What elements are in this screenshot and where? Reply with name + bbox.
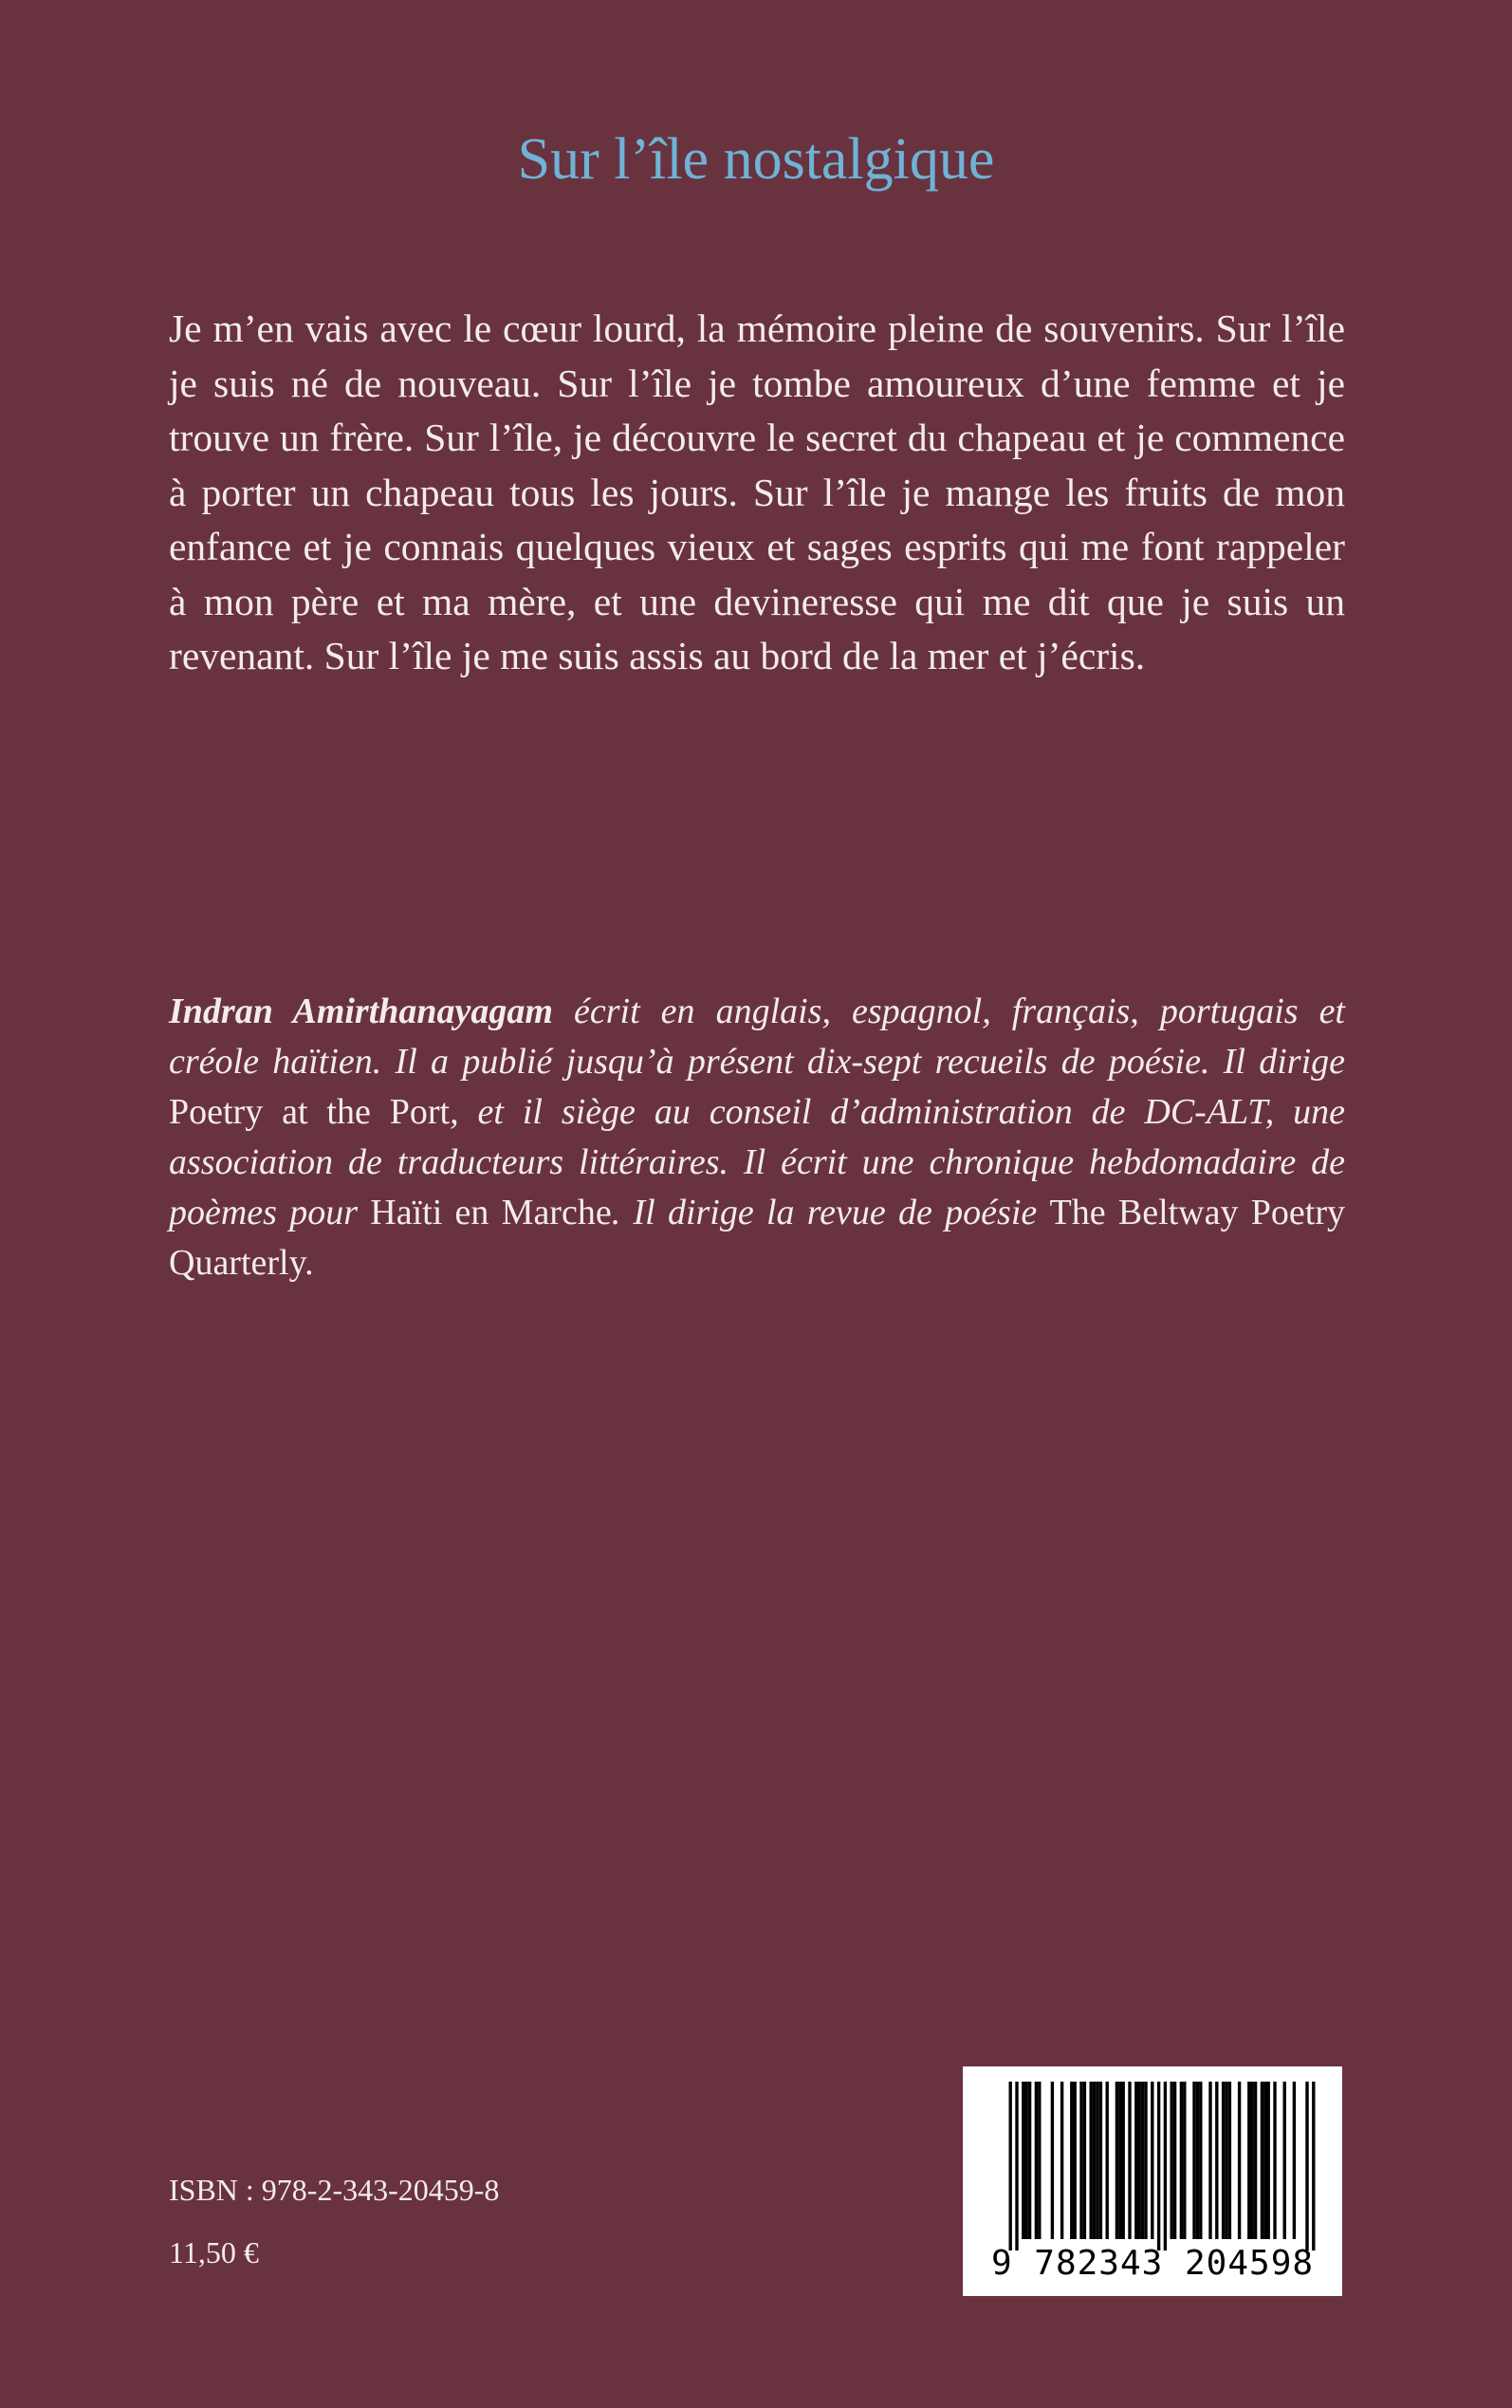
barcode-bar	[1173, 2082, 1176, 2239]
barcode-bar	[1183, 2082, 1186, 2239]
barcode-bar	[1122, 2082, 1125, 2239]
barcode-bar	[1118, 2082, 1121, 2239]
barcode-bar	[1199, 2082, 1202, 2239]
bio-text-1: écrit en anglais, espagnol, français, portugais et créole haïtien. Il a publié jusqu’à présent dix-sept recueils de poésie. Il dirige	[169, 991, 1345, 1082]
bio-text-3: . Il dirige la revue de poésie	[611, 1193, 1050, 1232]
barcode-bar	[1273, 2082, 1276, 2239]
barcode-bar	[1228, 2082, 1231, 2239]
barcode	[963, 2066, 1342, 2296]
price: 11,50 €	[169, 2235, 259, 2269]
barcode-digits: 9 782343 204598	[990, 2244, 1315, 2283]
author-bio	[169, 987, 1345, 1288]
bio-text-2: , et il siège au conseil d’administration de DC-ALT, une association de traducteurs littéraires. Il écrit une chronique hebdomadaire de poèmes pour	[169, 1092, 1345, 1232]
barcode-bar	[1192, 2082, 1195, 2239]
barcode-bar	[1283, 2082, 1286, 2239]
barcode-bar	[1083, 2082, 1086, 2239]
bio-work-beltway: The Beltway Poetry Quarterly	[169, 1193, 1345, 1283]
barcode-bar	[1312, 2082, 1315, 2251]
barcode-bar	[1164, 2082, 1167, 2251]
barcode-bar	[1128, 2082, 1131, 2239]
barcode-bar	[1074, 2082, 1077, 2239]
barcode-bar	[1254, 2082, 1257, 2239]
barcode-bar	[1215, 2082, 1218, 2239]
barcode-bar	[1090, 2082, 1093, 2239]
barcode-bar	[1157, 2082, 1160, 2251]
barcode-bar	[1096, 2082, 1098, 2239]
barcode-bar	[1035, 2082, 1038, 2239]
barcode-bar	[1022, 2082, 1024, 2239]
bio-work-haiti-en-marche: Haïti en Marche	[370, 1193, 612, 1232]
barcode-bar	[1038, 2082, 1041, 2239]
barcode-bar	[1180, 2082, 1183, 2239]
barcode-bar	[1151, 2082, 1153, 2239]
barcode-bar	[1025, 2082, 1028, 2239]
barcode-bar	[1099, 2082, 1102, 2239]
barcode-bar	[1208, 2082, 1211, 2239]
book-title: Sur l’île nostalgique	[517, 127, 995, 192]
bio-text-4: .	[304, 1243, 314, 1283]
barcode-bar	[1251, 2082, 1254, 2239]
barcode-bar	[1247, 2082, 1250, 2239]
barcode-bar	[1028, 2082, 1031, 2239]
barcode-bar	[1116, 2082, 1118, 2239]
barcode-bar	[1238, 2082, 1241, 2239]
barcode-bar	[1141, 2082, 1144, 2239]
isbn: ISBN : 978-2-343-20459-8	[169, 2173, 500, 2207]
barcode-bar	[1051, 2082, 1054, 2239]
barcode-bar	[1106, 2082, 1109, 2239]
barcode-bar	[1267, 2082, 1270, 2239]
barcode-bar	[1134, 2082, 1137, 2239]
barcode-bar	[1222, 2082, 1225, 2239]
barcode-bar	[1263, 2082, 1266, 2239]
barcode-bar	[1196, 2082, 1199, 2239]
barcode-bar	[1305, 2082, 1308, 2251]
barcode-bar	[1009, 2082, 1012, 2251]
barcode-bar	[1171, 2082, 1173, 2239]
barcode-bar	[1070, 2082, 1073, 2239]
barcode-bar	[1261, 2082, 1263, 2239]
book-blurb: Je m’en vais avec le cœur lourd, la mémoire pleine de souvenirs. Sur l’île je suis né de nouveau. Sur l’île je tombe amoureux d’une femme et je trouve un frère. Sur l’île, je découvre le secret du chapeau et je commence à porter un chapeau tous les jours. Sur l’île je mange les fruits de mon enfance et je connais quelques vieux et sages esprits qui me font rappeler à mon père et ma mère, et une devineresse qui me dit que je suis un revenant. Sur l’île je me suis assis au bord de la mer et j’écris.	[169, 306, 1345, 677]
barcode-bar	[1138, 2082, 1141, 2239]
barcode-bar	[1079, 2082, 1082, 2239]
barcode-bar	[1060, 2082, 1063, 2239]
barcode-bar	[1015, 2082, 1018, 2251]
author-name: Indran Amirthanayagam	[169, 991, 553, 1031]
barcode-bar	[1144, 2082, 1147, 2239]
barcode-bar	[1225, 2082, 1227, 2239]
barcode-bar	[1293, 2082, 1296, 2239]
barcode-bar	[1093, 2082, 1096, 2239]
bio-work-poetry-at-the-port: Poetry at the Port	[169, 1092, 451, 1132]
